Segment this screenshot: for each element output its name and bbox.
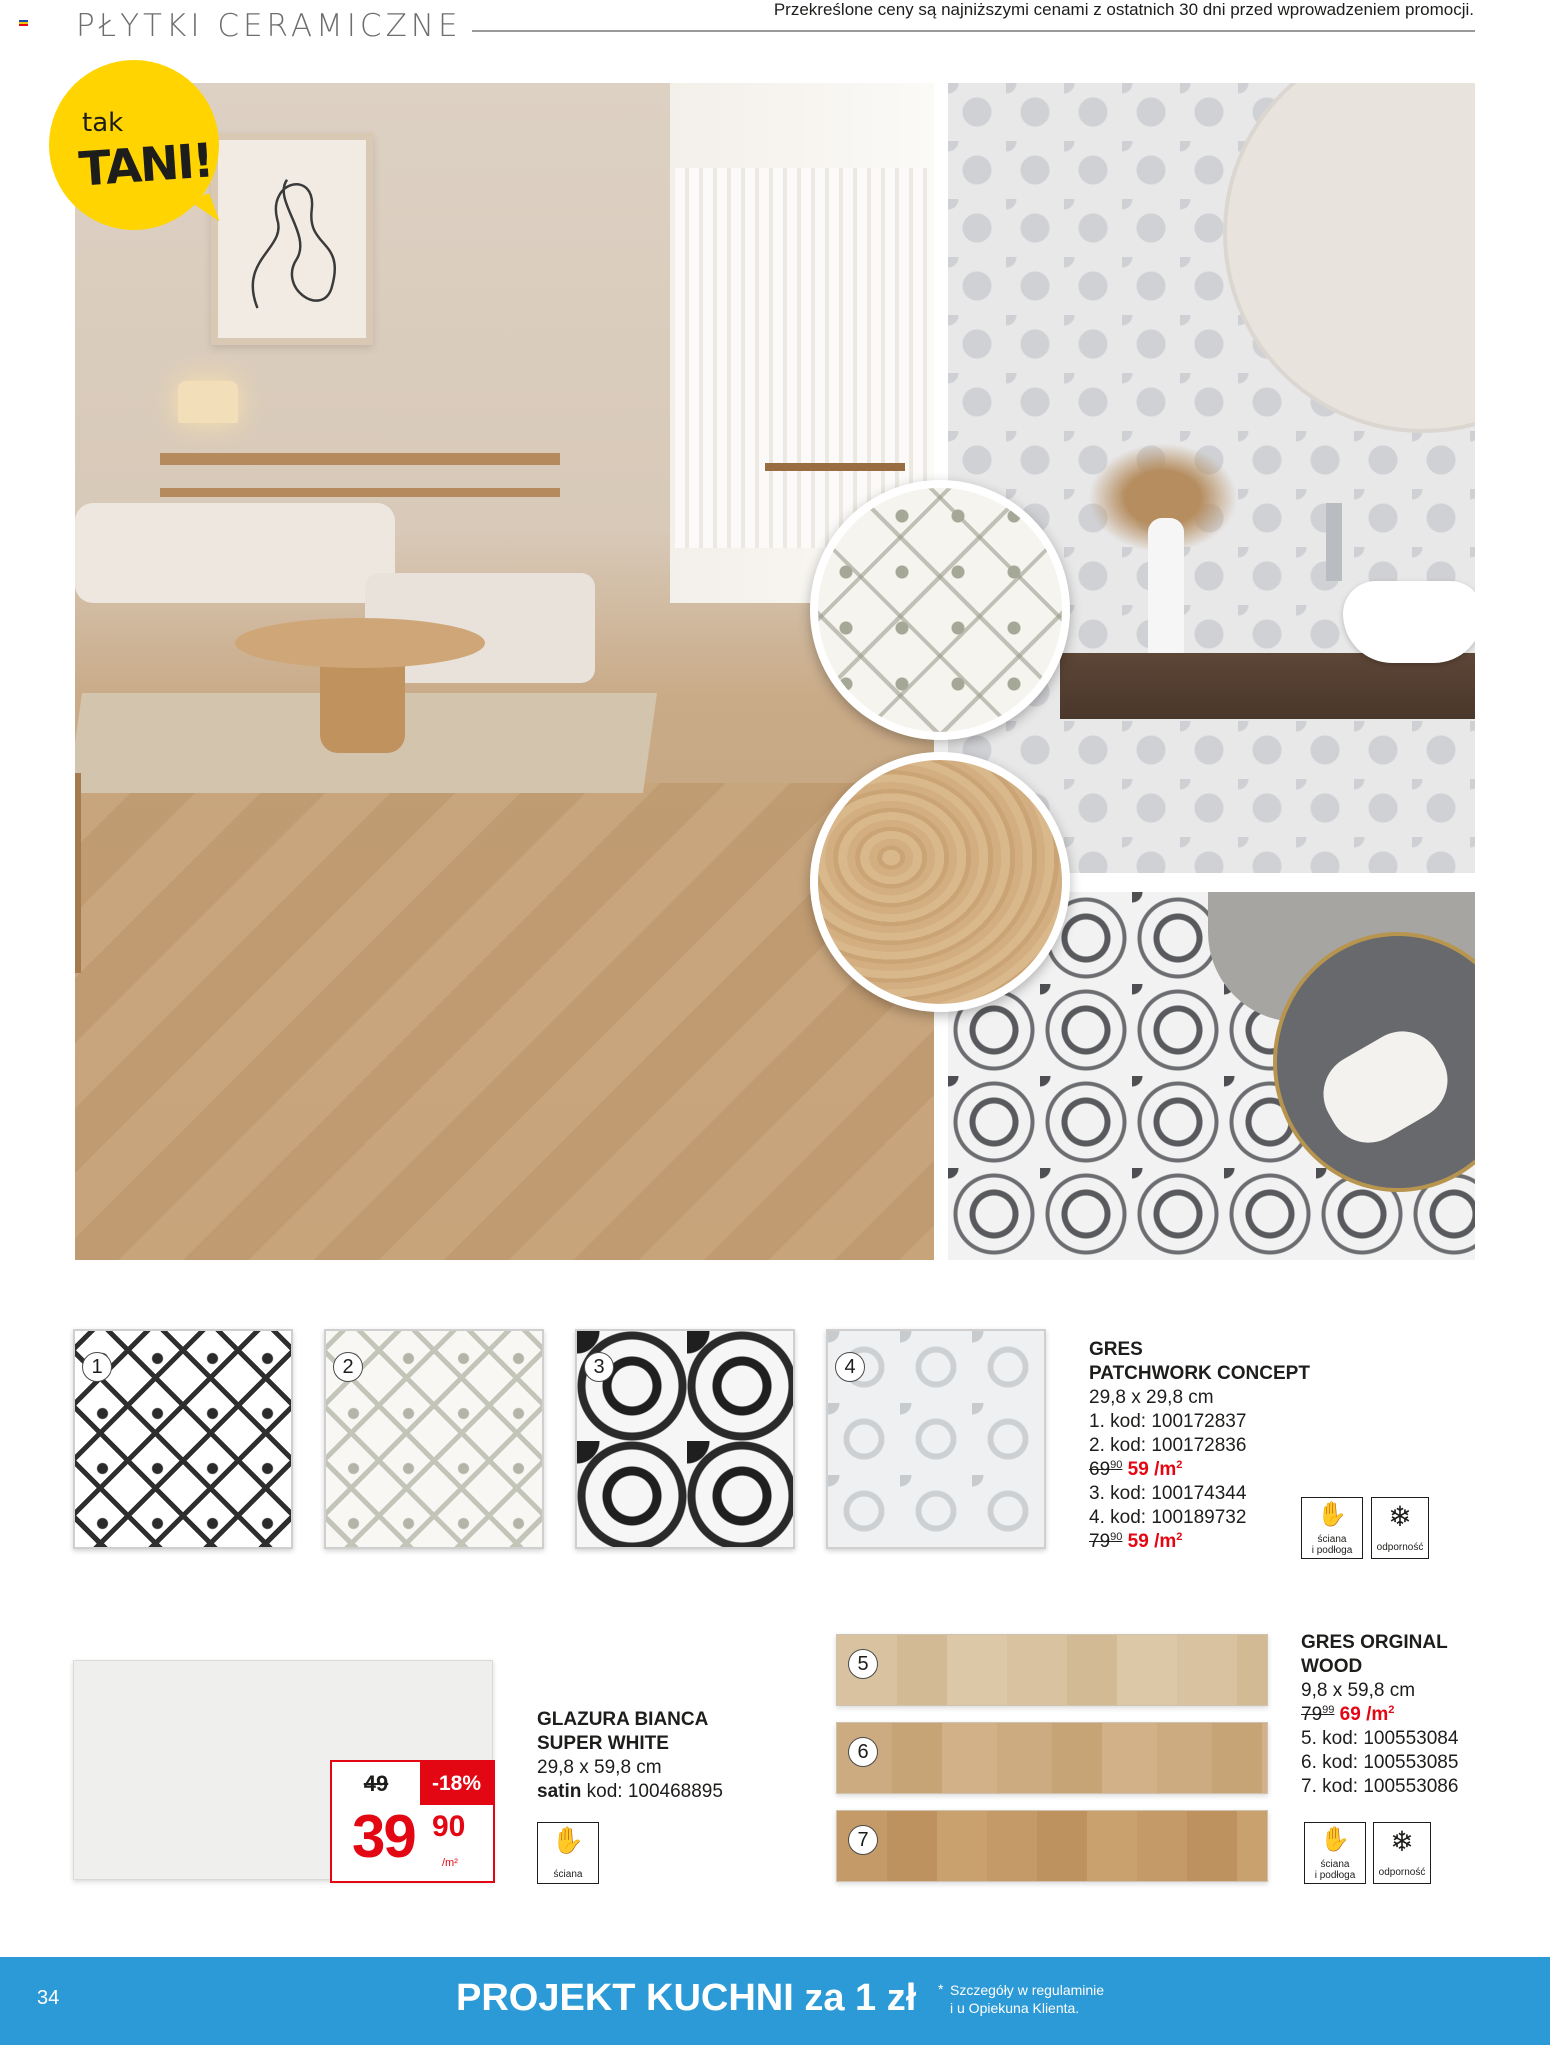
swatch-number: 3 [584,1352,614,1382]
old-price: $69^{90}$ [1089,1459,1123,1480]
wall-art-frame [211,133,373,345]
snowflake-icon: ❄ [1388,1501,1412,1532]
wall-floor-pictogram: ✋ ściana i podłoga [1301,1497,1363,1559]
flag-icon [19,20,28,26]
product-name: SUPER WHITE [537,1733,669,1754]
round-mirror [1223,83,1475,433]
price-unit: /m² [442,1857,458,1869]
product-size: 29,8 x 29,8 cm [1089,1387,1214,1408]
wall-pictogram: ✋ ściana [537,1822,599,1884]
product-code: 5. kod: 100553084 [1301,1728,1459,1749]
tak-tani-badge [49,60,219,230]
finish-label: satin [537,1781,582,1802]
footer-banner[interactable] [0,1957,1550,2045]
tile-pattern-closeup [810,480,1070,740]
tile-swatch-4[interactable] [826,1329,1046,1549]
product-code: kod: 100468895 [586,1781,723,1802]
product-size: 29,8 x 59,8 cm [537,1757,662,1778]
product-code: 3. kod: 100174344 [1089,1483,1247,1504]
price-main: 39 [352,1803,415,1870]
tile-swatch-3[interactable] [575,1329,795,1549]
product-code-line [537,1780,723,1804]
swatch-number: 1 [82,1352,112,1382]
hand-foot-icon: ✋ [1320,1826,1350,1853]
plank-number: 6 [848,1737,878,1767]
price-decimal: 90 [432,1810,466,1843]
header-divider [472,30,1475,32]
old-price: 49 [363,1771,389,1796]
wood-plank-7[interactable] [836,1810,1268,1882]
plank-number: 5 [848,1649,878,1679]
price-tag [330,1760,495,1883]
product-code: 7. kod: 100553086 [1301,1776,1459,1797]
wash-basin [1343,581,1475,663]
coffee-table [235,618,485,668]
tile-swatch-2[interactable] [324,1329,544,1549]
product-code: 6. kod: 100553085 [1301,1752,1459,1773]
product-code: 2. kod: 100172836 [1089,1435,1247,1456]
frost-resistant-pictogram: ❄ odporność [1371,1497,1429,1559]
living-room-photo [75,83,934,1260]
product-code: 1. kod: 100172837 [1089,1411,1247,1432]
product-category: GLAZURA BIANCA [537,1709,709,1730]
product-size: 9,8 x 59,8 cm [1301,1680,1416,1701]
tile-swatch-1[interactable] [73,1329,293,1549]
hand-foot-icon: ✋ [1317,1501,1347,1528]
wood-plank-6[interactable] [836,1722,1268,1794]
wood-tile-closeup [810,752,1070,1012]
patchwork-info [1089,1338,1310,1554]
plank-number: 7 [848,1825,878,1855]
line-art-icon [218,140,366,338]
wall-shelf [160,453,560,465]
section-title: PŁYTKI CERAMICZNE [76,8,462,44]
hand-icon: ✋ [551,1825,585,1855]
old-price: $79^{99}$ [1301,1704,1335,1725]
product-name: WOOD [1301,1656,1363,1677]
page-number: 34 [37,1987,60,2009]
new-price: 69 $/m^2$ [1339,1704,1395,1725]
discount-badge: -18% [420,1762,493,1805]
faucet [1326,503,1342,581]
product-code: 4. kod: 100189732 [1089,1507,1247,1528]
old-price: $79^{90}$ [1089,1531,1123,1552]
wall-floor-pictogram: ✋ ściana i podłoga [1304,1822,1366,1884]
swatch-number: 2 [333,1352,363,1382]
frost-resistant-pictogram: ❄ odporność [1373,1822,1431,1884]
snowflake-icon: ❄ [1390,1826,1414,1857]
new-price: 59 $/m^2$ [1127,1459,1183,1480]
price-line [1089,1458,1310,1482]
price-disclaimer: Przekreślone ceny są najniższymi cenami z ostatnich 30 dni przed wprowadzeniem promocji. [773,0,1474,19]
product-category: GRES ORGINAL [1301,1632,1448,1653]
badge-small-text: tak [82,108,124,138]
wood-plank-5[interactable] [836,1634,1268,1706]
swatch-number: 4 [835,1352,865,1382]
footer-headline[interactable]: PROJEKT KUCHNI za 1 zł [456,1977,917,2019]
table-lamp [178,381,238,423]
price-line [1089,1530,1310,1554]
vase [1148,518,1184,658]
footer-note: Szczegóły w regulaminie i u Opiekuna Klienta. [950,1982,1105,2016]
bathroom-photo [948,83,1475,873]
product-category: GRES [1089,1339,1143,1360]
price-line [1301,1703,1458,1727]
herringbone-floor [75,783,934,1260]
new-price: 59 $/m^2$ [1127,1531,1183,1552]
badge-big-text: TANI! [77,133,214,198]
product-name: PATCHWORK CONCEPT [1089,1363,1310,1384]
orginal-wood-info [1301,1631,1458,1799]
sofa [75,503,395,603]
footnote-marker: * [938,1981,944,1997]
chair [75,773,130,973]
bianca-info [537,1708,723,1804]
